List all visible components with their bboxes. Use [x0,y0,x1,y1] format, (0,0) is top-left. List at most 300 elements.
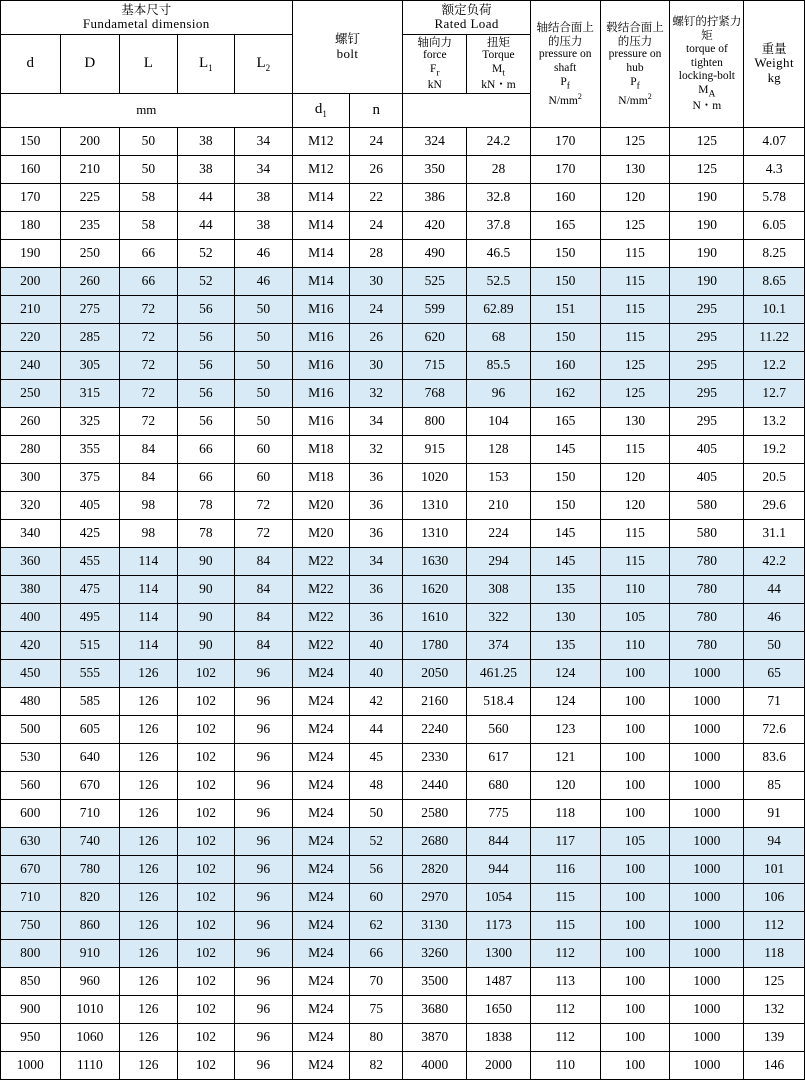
cell-L: 66 [120,267,177,295]
cell-D: 670 [60,771,120,799]
cell-pressure-hub: 115 [600,323,670,351]
cell-torque: 153 [467,463,531,491]
cell-L: 126 [120,1051,177,1079]
cell-tighten-torque: 1000 [670,883,744,911]
cell-pressure-hub: 100 [600,659,670,687]
cell-L1: 78 [177,519,234,547]
cell-L1: 44 [177,183,234,211]
cell-d: 600 [1,799,61,827]
cell-d: 150 [1,127,61,155]
cell-n: 80 [350,1023,403,1051]
cell-D: 960 [60,967,120,995]
header-unit-mm: mm [1,93,293,127]
cell-pressure-hub: 125 [600,351,670,379]
cell-L: 58 [120,211,177,239]
cell-pressure-hub: 115 [600,267,670,295]
cell-n: 24 [350,127,403,155]
cell-L2: 96 [235,967,293,995]
cell-pressure-hub: 130 [600,407,670,435]
cell-L2: 84 [235,547,293,575]
hub-pressure-subscript: f [636,80,640,92]
cell-D: 605 [60,715,120,743]
cell-L2: 60 [235,435,293,463]
cell-L1: 52 [177,239,234,267]
cell-L: 50 [120,155,177,183]
cell-torque: 68 [467,323,531,351]
cell-bolt: M24 [292,995,349,1023]
cell-L: 72 [120,407,177,435]
cell-L: 72 [120,323,177,351]
cell-pressure-shaft: 165 [530,211,600,239]
cell-tighten-torque: 1000 [670,743,744,771]
cell-L1: 38 [177,155,234,183]
cell-force: 1020 [403,463,467,491]
cell-n: 32 [350,435,403,463]
torque-symbol: M [492,63,503,76]
cell-torque: 85.5 [467,351,531,379]
cell-L2: 84 [235,631,293,659]
cell-pressure-shaft: 150 [530,491,600,519]
tighten-subscript: A [708,88,716,100]
cell-L1: 102 [177,967,234,995]
cell-L: 126 [120,827,177,855]
cell-pressure-shaft: 150 [530,323,600,351]
table-row [1,603,805,631]
cell-L: 84 [120,435,177,463]
cell-L: 84 [120,463,177,491]
cell-L1: 102 [177,827,234,855]
cell-tighten-torque: 780 [670,603,744,631]
cell-D: 1110 [60,1051,120,1079]
cell-torque: 518.4 [467,687,531,715]
cell-L1: 44 [177,211,234,239]
cell-n: 28 [350,239,403,267]
cell-n: 40 [350,659,403,687]
cell-bolt: M16 [292,351,349,379]
cell-weight: 8.25 [744,239,805,267]
cell-weight: 8.65 [744,267,805,295]
table-row [1,295,805,323]
hub-pressure-unit: N/mm [618,94,648,107]
cell-force: 620 [403,323,467,351]
cell-force: 1610 [403,603,467,631]
tighten-unit: N・m [692,99,722,112]
table-row [1,1023,805,1051]
cell-pressure-shaft: 145 [530,519,600,547]
cell-weight: 20.5 [744,463,805,491]
cell-n: 26 [350,155,403,183]
cell-tighten-torque: 190 [670,183,744,211]
cell-L2: 96 [235,743,293,771]
cell-n: 60 [350,883,403,911]
cell-weight: 50 [744,631,805,659]
cell-torque: 1838 [467,1023,531,1051]
cell-torque: 37.8 [467,211,531,239]
header-basic-dimension: 基本尺寸 Fundametal dimension [1,1,293,35]
cell-weight: 101 [744,855,805,883]
table-row [1,799,805,827]
cell-tighten-torque: 125 [670,155,744,183]
cell-pressure-shaft: 150 [530,267,600,295]
cell-L1: 102 [177,743,234,771]
cell-bolt: M24 [292,883,349,911]
cell-D: 555 [60,659,120,687]
cell-force: 2440 [403,771,467,799]
cell-pressure-hub: 100 [600,687,670,715]
cell-force: 2970 [403,883,467,911]
cell-pressure-hub: 105 [600,603,670,631]
cell-bolt: M20 [292,491,349,519]
cell-force: 525 [403,267,467,295]
cell-bolt: M24 [292,967,349,995]
cell-pressure-hub: 120 [600,463,670,491]
cell-L1: 66 [177,435,234,463]
cell-weight: 11.22 [744,323,805,351]
header-pressure-on-shaft: 轴结合面上的压力 pressure on shaft $P_f$ $N/mm^2$ [530,1,600,128]
cell-force: 599 [403,295,467,323]
cell-L2: 96 [235,799,293,827]
cell-d: 340 [1,519,61,547]
cell-pressure-hub: 100 [600,855,670,883]
cell-force: 490 [403,239,467,267]
cell-D: 405 [60,491,120,519]
cell-pressure-shaft: 118 [530,799,600,827]
cell-L: 126 [120,687,177,715]
cell-weight: 31.1 [744,519,805,547]
cell-d: 530 [1,743,61,771]
cell-bolt: M24 [292,1023,349,1051]
cell-n: 36 [350,603,403,631]
cell-D: 375 [60,463,120,491]
cell-L1: 102 [177,715,234,743]
cell-bolt: M22 [292,631,349,659]
cell-torque: 560 [467,715,531,743]
header-torque: 扭矩 Torque $M_t$ kN・m [467,35,531,94]
cell-L: 126 [120,715,177,743]
cell-d: 160 [1,155,61,183]
cell-d: 800 [1,939,61,967]
cell-weight: 10.1 [744,295,805,323]
cell-tighten-torque: 1000 [670,939,744,967]
cell-pressure-shaft: 124 [530,687,600,715]
cell-force: 2330 [403,743,467,771]
cell-force: 350 [403,155,467,183]
cell-L2: 96 [235,687,293,715]
cell-torque: 46.5 [467,239,531,267]
cell-torque: 104 [467,407,531,435]
cell-L1: 102 [177,1051,234,1079]
cell-pressure-shaft: 120 [530,771,600,799]
cell-weight: 46 [744,603,805,631]
cell-L: 50 [120,127,177,155]
cell-n: 42 [350,687,403,715]
cell-pressure-shaft: 150 [530,239,600,267]
cell-L2: 96 [235,911,293,939]
cell-pressure-shaft: 116 [530,855,600,883]
cell-pressure-hub: 100 [600,715,670,743]
hub-pressure-unit-exp: 2 [647,91,652,101]
table-row [1,1051,805,1079]
cell-L2: 96 [235,715,293,743]
cell-torque: 1173 [467,911,531,939]
header-L: L [120,35,177,94]
cell-L2: 84 [235,603,293,631]
cell-force: 420 [403,211,467,239]
cell-d: 750 [1,911,61,939]
cell-pressure-hub: 110 [600,575,670,603]
cell-d: 630 [1,827,61,855]
cell-L1: 38 [177,127,234,155]
cell-tighten-torque: 190 [670,239,744,267]
cell-force: 915 [403,435,467,463]
cell-bolt: M22 [292,547,349,575]
cell-force: 3870 [403,1023,467,1051]
table-row [1,659,805,687]
cell-torque: 224 [467,519,531,547]
cell-D: 740 [60,827,120,855]
cell-force: 3680 [403,995,467,1023]
cell-L: 114 [120,631,177,659]
cell-n: 66 [350,939,403,967]
cell-weight: 132 [744,995,805,1023]
cell-force: 2240 [403,715,467,743]
cell-L1: 56 [177,351,234,379]
cell-weight: 29.6 [744,491,805,519]
cell-pressure-shaft: 130 [530,603,600,631]
table-row [1,687,805,715]
cell-n: 26 [350,323,403,351]
cell-L: 126 [120,883,177,911]
cell-L2: 34 [235,155,293,183]
cell-tighten-torque: 1000 [670,995,744,1023]
cell-force: 1310 [403,491,467,519]
cell-tighten-torque: 405 [670,435,744,463]
cell-tighten-torque: 780 [670,547,744,575]
cell-D: 235 [60,211,120,239]
cell-weight: 12.2 [744,351,805,379]
cell-pressure-hub: 125 [600,127,670,155]
header-bolt: 螺钉 bolt [292,1,403,94]
cell-L1: 102 [177,995,234,1023]
cell-D: 305 [60,351,120,379]
cell-L2: 96 [235,855,293,883]
cell-pressure-hub: 100 [600,967,670,995]
cell-d: 280 [1,435,61,463]
header-weight: 重量 Weight kg [744,1,805,128]
cell-torque: 128 [467,435,531,463]
cell-pressure-hub: 100 [600,1051,670,1079]
cell-tighten-torque: 1000 [670,855,744,883]
cell-torque: 775 [467,799,531,827]
cell-L2: 34 [235,127,293,155]
cell-force: 1780 [403,631,467,659]
cell-D: 200 [60,127,120,155]
cell-L1: 102 [177,855,234,883]
table-row [1,771,805,799]
cell-L2: 46 [235,267,293,295]
cell-torque: 1054 [467,883,531,911]
cell-D: 355 [60,435,120,463]
cell-D: 640 [60,743,120,771]
cell-n: 34 [350,547,403,575]
cell-bolt: M24 [292,911,349,939]
cell-pressure-shaft: 145 [530,435,600,463]
cell-pressure-hub: 100 [600,939,670,967]
table-row [1,183,805,211]
cell-tighten-torque: 295 [670,323,744,351]
cell-n: 36 [350,463,403,491]
cell-D: 425 [60,519,120,547]
cell-weight: 65 [744,659,805,687]
cell-force: 1310 [403,519,467,547]
cell-weight: 6.05 [744,211,805,239]
cell-L: 66 [120,239,177,267]
cell-D: 495 [60,603,120,631]
cell-force: 2820 [403,855,467,883]
cell-weight: 13.2 [744,407,805,435]
cell-L: 58 [120,183,177,211]
cell-tighten-torque: 295 [670,351,744,379]
cell-L2: 60 [235,463,293,491]
cell-pressure-hub: 100 [600,911,670,939]
header-pressure-on-hub: 毂结合面上的压力 pressure on hub $P_f$ $N/mm^2$ [600,1,670,128]
cell-D: 585 [60,687,120,715]
cell-tighten-torque: 1000 [670,715,744,743]
table-row [1,939,805,967]
cell-bolt: M14 [292,267,349,295]
cell-L2: 96 [235,659,293,687]
table-row [1,519,805,547]
cell-L: 72 [120,351,177,379]
cell-torque: 32.8 [467,183,531,211]
cell-n: 40 [350,631,403,659]
cell-bolt: M20 [292,519,349,547]
cell-torque: 52.5 [467,267,531,295]
cell-torque: 294 [467,547,531,575]
cell-d: 400 [1,603,61,631]
force-subscript: r [436,67,440,79]
cell-bolt: M22 [292,575,349,603]
table-row [1,435,805,463]
cell-weight: 106 [744,883,805,911]
cell-pressure-shaft: 150 [530,463,600,491]
cell-pressure-hub: 115 [600,519,670,547]
table-row [1,911,805,939]
table-row [1,631,805,659]
cell-d: 420 [1,631,61,659]
cell-L: 98 [120,491,177,519]
cell-tighten-torque: 295 [670,407,744,435]
cell-D: 475 [60,575,120,603]
cell-weight: 85 [744,771,805,799]
cell-pressure-hub: 115 [600,547,670,575]
cell-L1: 90 [177,575,234,603]
cell-L1: 90 [177,603,234,631]
cell-L1: 56 [177,379,234,407]
table-row [1,407,805,435]
cell-n: 62 [350,911,403,939]
cell-pressure-shaft: 124 [530,659,600,687]
cell-pressure-shaft: 112 [530,995,600,1023]
cell-bolt: M16 [292,407,349,435]
cell-n: 24 [350,295,403,323]
cell-D: 315 [60,379,120,407]
cell-D: 210 [60,155,120,183]
cell-force: 1630 [403,547,467,575]
cell-torque: 844 [467,827,531,855]
cell-d: 210 [1,295,61,323]
cell-bolt: M12 [292,155,349,183]
cell-L1: 56 [177,407,234,435]
cell-L1: 52 [177,267,234,295]
cell-D: 515 [60,631,120,659]
cell-d: 360 [1,547,61,575]
cell-weight: 118 [744,939,805,967]
cell-n: 82 [350,1051,403,1079]
cell-D: 1060 [60,1023,120,1051]
cell-n: 52 [350,827,403,855]
cell-L: 126 [120,799,177,827]
table-row [1,463,805,491]
cell-D: 860 [60,911,120,939]
cell-force: 1620 [403,575,467,603]
cell-bolt: M16 [292,379,349,407]
cell-force: 4000 [403,1051,467,1079]
table-row [1,547,805,575]
cell-bolt: M24 [292,659,349,687]
cell-d: 900 [1,995,61,1023]
cell-d: 450 [1,659,61,687]
cell-L: 72 [120,379,177,407]
cell-force: 2580 [403,799,467,827]
cell-pressure-shaft: 170 [530,155,600,183]
cell-tighten-torque: 1000 [670,659,744,687]
cell-L1: 102 [177,1023,234,1051]
cell-force: 715 [403,351,467,379]
cell-L1: 102 [177,911,234,939]
cell-n: 30 [350,351,403,379]
cell-torque: 28 [467,155,531,183]
cell-d: 190 [1,239,61,267]
cell-tighten-torque: 1000 [670,799,744,827]
table-row [1,995,805,1023]
cell-bolt: M18 [292,435,349,463]
cell-L: 126 [120,771,177,799]
cell-pressure-hub: 100 [600,995,670,1023]
cell-L1: 102 [177,659,234,687]
cell-tighten-torque: 125 [670,127,744,155]
table-row [1,351,805,379]
cell-D: 225 [60,183,120,211]
cell-D: 710 [60,799,120,827]
cell-d: 200 [1,267,61,295]
cell-pressure-shaft: 145 [530,547,600,575]
cell-force: 3130 [403,911,467,939]
cell-torque: 374 [467,631,531,659]
cell-L1: 102 [177,687,234,715]
cell-L: 126 [120,939,177,967]
cell-pressure-hub: 125 [600,379,670,407]
cell-d: 500 [1,715,61,743]
cell-bolt: M24 [292,799,349,827]
cell-bolt: M14 [292,239,349,267]
hub-pressure-symbol: P [630,75,637,88]
cell-pressure-hub: 100 [600,771,670,799]
cell-d: 320 [1,491,61,519]
cell-tighten-torque: 1000 [670,967,744,995]
cell-force: 3500 [403,967,467,995]
cell-n: 75 [350,995,403,1023]
